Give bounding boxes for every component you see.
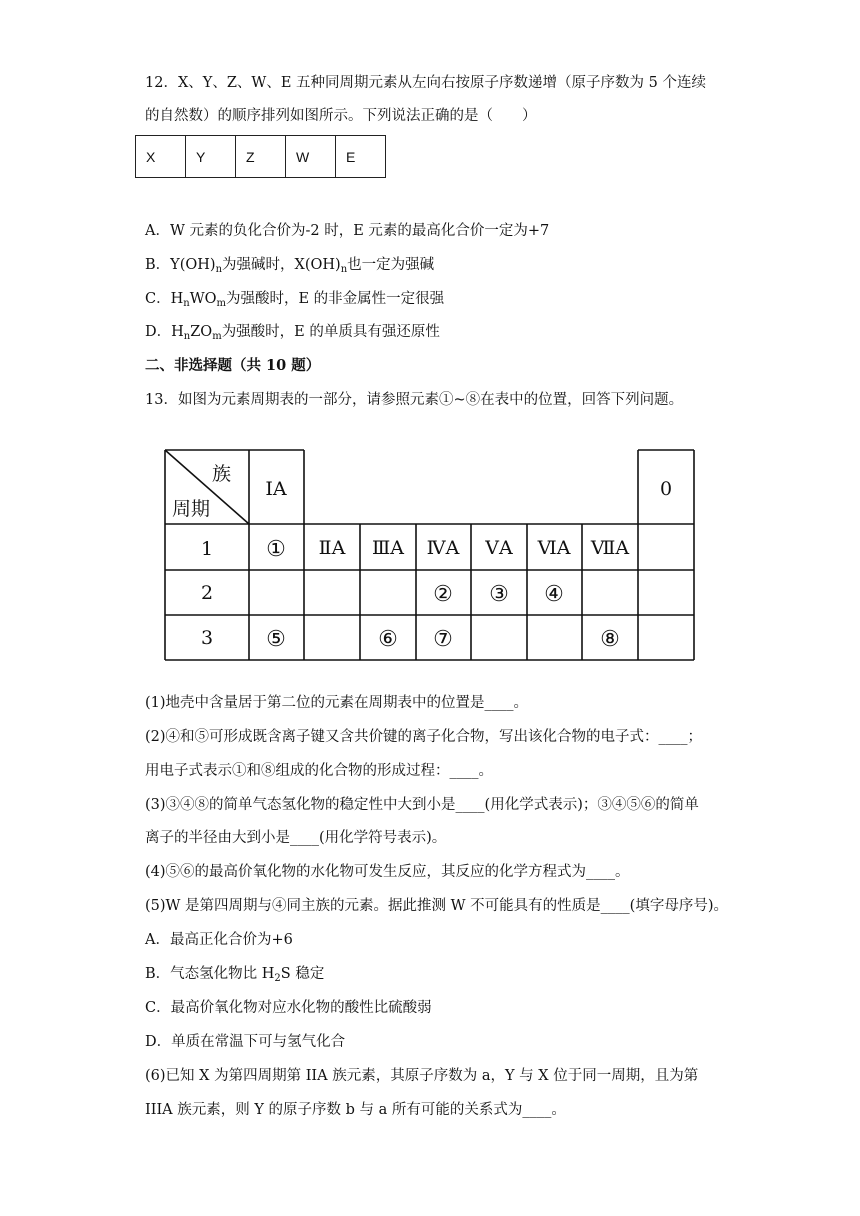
group-0: 0 [659,478,673,500]
header-group: 族 [212,463,232,485]
group-iia: ⅡA [318,537,346,559]
element-5: ⑤ [266,627,286,652]
section-title: 二、非选择题（共 10 题） [145,357,321,374]
q13-part6-line2: IIIA 族元素，则 Y 的原子序数 b 与 a 所有可能的关系式为____。 [145,1102,566,1118]
group-iva: ⅣA [426,537,460,559]
q13-part5-option-d: D．单质在常温下可与氢气化合 [145,1034,346,1050]
q13-part2-line2: 用电子式表示①和⑧组成的化合物的形成过程：____。 [145,763,493,779]
header-period: 周期 [172,498,211,520]
q12-stem-line1: 12．X、Y、Z、W、E 五种同周期元素从左向右按原子序数递增（原子序数为 5 个连续 [145,75,706,91]
q13-intro: 13．如图为元素周期表的一部分，请参照元素①~⑧在表中的位置，回答下列问题。 [145,392,684,408]
cell-w: W [286,136,336,178]
periodic-table-fragment [164,449,695,661]
q13-part5-option-c: C．最高价氧化物对应水化物的酸性比硫酸弱 [145,1000,432,1016]
cell-e: E [336,136,386,178]
period-1: 1 [200,538,214,560]
element-row-table [135,135,386,178]
element-8: ⑧ [600,627,620,652]
q12-option-b: B．$Y(OH)_n$为强碱时，$X(OH)_n$也一定为强碱 [145,257,435,275]
q13-part6-line1: (6)已知 X 为第四周期第 IIA 族元素，其原子序数为 a，Y 与 X 位于同一周期，且为第 [145,1068,699,1084]
group-via: ⅥA [537,537,571,559]
q12-option-c: C．$H_nWO_m$为强酸时，E 的非金属性一定很强 [145,291,445,309]
q13-part5: (5)W 是第四周期与④同主族的元素。据此推测 W 不可能具有的性质是____(填字母序号)。 [145,898,728,914]
cell-z: Z [236,136,286,178]
cell-y: Y [186,136,236,178]
q13-part5-option-b: B．气态氢化物比 $H_2S$ 稳定 [145,966,325,984]
q13-part1: (1)地壳中含量居于第二位的元素在周期表中的位置是____。 [145,695,529,711]
element-1: ① [266,537,286,562]
element-6: ⑥ [378,627,398,652]
q13-part5-option-a: A．最高正化合价为+6 [145,932,293,948]
q13-part3-line1: (3)③④⑧的简单气态氢化物的稳定性中大到小是____(用化学式表示)；③④⑤⑥的简单 [145,797,699,813]
cell-x: X [136,136,186,178]
q12-option-d: D．$H_nZO_m$为强酸时，E 的单质具有强还原性 [145,324,440,342]
group-va: ⅤA [485,537,513,559]
q13-part4: (4)⑤⑥的最高价氧化物的水化物可发生反应，其反应的化学方程式为____。 [145,864,630,880]
element-4: ④ [544,582,564,607]
period-2: 2 [200,582,214,604]
element-7: ⑦ [433,627,453,652]
period-3: 3 [200,627,214,649]
q13-part2-line1: (2)④和⑤可形成既含离子键又含共价键的离子化合物，写出该化合物的电子式：____； [145,729,703,745]
group-iiia: ⅢA [371,537,405,559]
q13-part3-line2: 离子的半径由大到小是____(用化学符号表示)。 [145,830,447,846]
group-viia: ⅦA [590,537,630,559]
element-2: ② [433,582,453,607]
q12-option-a: A．W 元素的负化合价为-2 时，E 元素的最高化合价一定为+7 [145,223,550,239]
q12-stem-line2: 的自然数）的顺序排列如图所示。下列说法正确的是（ ） [145,108,537,124]
group-ia: ⅠA [265,478,287,500]
element-3: ③ [489,582,509,607]
